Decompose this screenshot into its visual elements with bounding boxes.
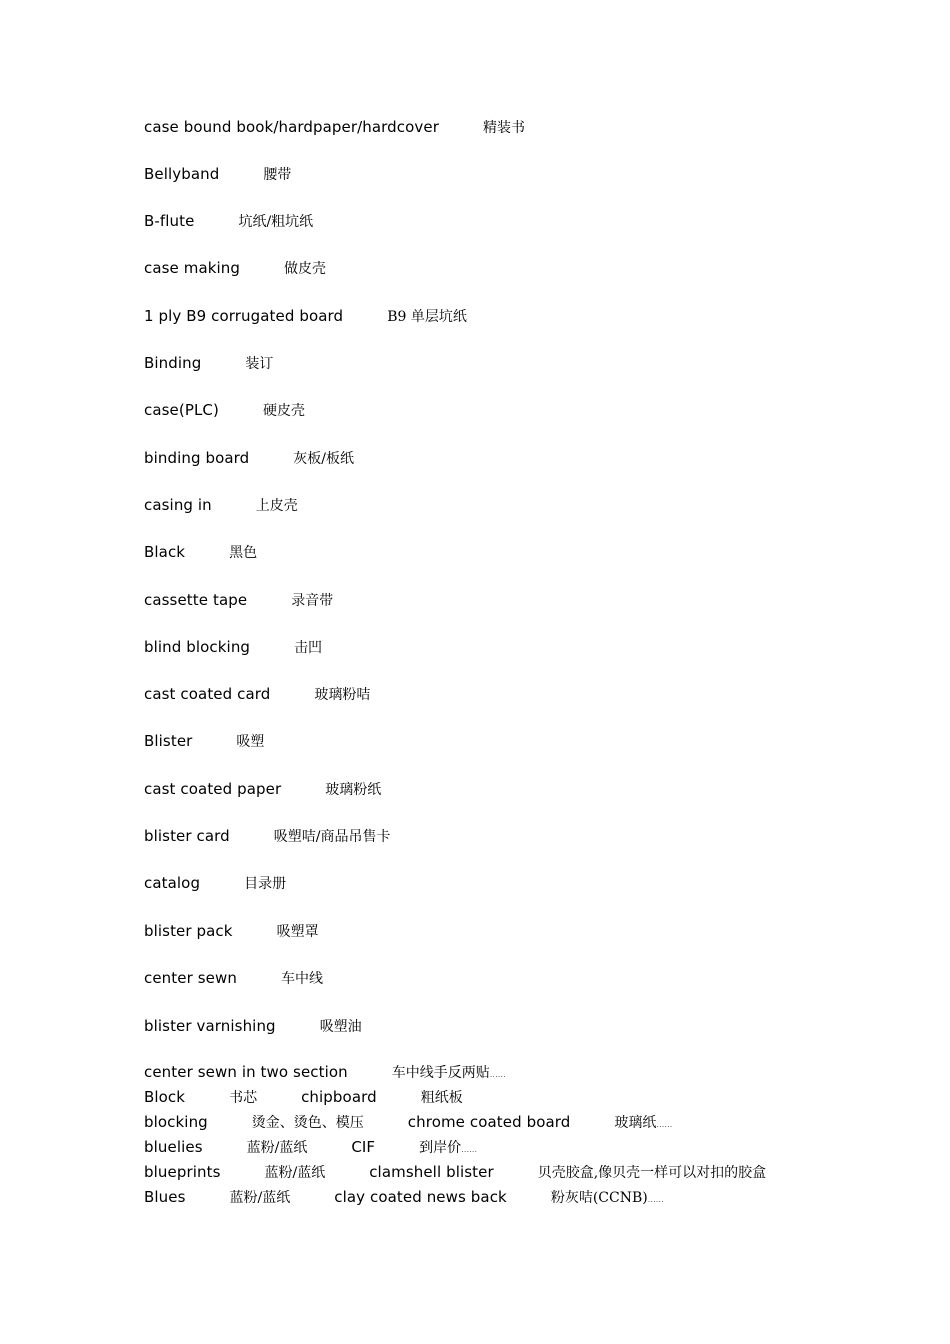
glossary-row-dense	[144, 1187, 664, 1207]
term-zh: 吸塑罩	[276, 924, 319, 940]
term-en: clay coated news back	[334, 1188, 507, 1206]
glossary-row	[144, 921, 319, 941]
ellipsis-mark: ……	[461, 1145, 478, 1154]
glossary-row	[144, 258, 326, 278]
term-zh: B9 单层坑纸	[387, 309, 467, 325]
glossary-row	[144, 968, 323, 988]
glossary-row	[144, 495, 298, 515]
term-en: blind blocking	[144, 638, 251, 656]
term-zh: 黑色	[229, 545, 258, 561]
glossary-row-dense	[144, 1162, 766, 1182]
term-en: blister varnishing	[144, 1017, 276, 1035]
term-en: chipboard	[301, 1088, 377, 1106]
term-en: cast coated card	[144, 685, 271, 703]
glossary-row	[144, 826, 391, 846]
term-zh: 做皮壳	[284, 261, 327, 277]
glossary-row	[144, 306, 467, 326]
ellipsis-mark: ……	[489, 1070, 506, 1079]
term-en: B-flute	[144, 212, 195, 230]
glossary-row	[144, 353, 273, 373]
term-zh: 粗纸板	[420, 1090, 463, 1106]
term-en: case(PLC)	[144, 401, 219, 419]
term-zh: 蓝粉/蓝纸	[246, 1140, 308, 1156]
term-zh: 吸塑	[236, 734, 265, 750]
term-en: Black	[144, 543, 186, 561]
term-en: case making	[144, 259, 241, 277]
term-en: catalog	[144, 874, 201, 892]
term-en: cassette tape	[144, 591, 248, 609]
glossary-row	[144, 873, 286, 893]
term-zh: 玻璃粉纸	[325, 782, 382, 798]
term-zh: 灰板/板纸	[293, 451, 355, 467]
ellipsis-mark: ……	[656, 1120, 673, 1129]
term-en: CIF	[351, 1138, 376, 1156]
glossary-row	[144, 779, 381, 799]
ellipsis-mark: ……	[647, 1195, 664, 1204]
term-en: blister card	[144, 827, 230, 845]
glossary-row	[144, 637, 322, 657]
term-zh: 吸塑咭/商品吊售卡	[273, 829, 391, 845]
glossary-row	[144, 211, 313, 231]
term-zh: 精装书	[483, 120, 525, 136]
term-en: bluelies	[144, 1138, 203, 1156]
term-en: Bellyband	[144, 165, 220, 183]
term-en: case bound book/hardpaper/hardcover	[144, 118, 439, 136]
term-en: blister pack	[144, 922, 233, 940]
term-en: Blues	[144, 1188, 186, 1206]
glossary-row	[144, 164, 291, 184]
glossary-row	[144, 731, 264, 751]
term-zh: 击凹	[294, 640, 323, 656]
term-en: 1 ply B9 corrugated board	[144, 307, 344, 325]
glossary-row	[144, 542, 257, 562]
term-zh: 装订	[245, 356, 274, 372]
term-zh: 蓝粉/蓝纸	[229, 1190, 291, 1206]
glossary-row	[144, 117, 525, 137]
glossary-row-dense	[144, 1112, 672, 1132]
glossary-row	[144, 448, 354, 468]
term-zh: 上皮壳	[255, 498, 298, 514]
glossary-row	[144, 684, 370, 704]
term-en: casing in	[144, 496, 212, 514]
term-en: binding board	[144, 449, 250, 467]
term-zh: 录音带	[291, 593, 334, 609]
term-en: Block	[144, 1088, 186, 1106]
term-zh: 硬皮壳	[262, 403, 305, 419]
term-en: center sewn	[144, 969, 237, 987]
glossary-row	[144, 1016, 362, 1036]
term-zh: 吸塑油	[319, 1019, 362, 1035]
term-en: clamshell blister	[369, 1163, 494, 1181]
term-zh: 坑纸/粗坑纸	[238, 214, 314, 230]
term-en: blocking	[144, 1113, 208, 1131]
term-zh: 书芯	[229, 1090, 258, 1106]
term-zh: 车中线手反两贴	[391, 1065, 490, 1081]
glossary-row	[144, 590, 333, 610]
glossary-row	[144, 400, 305, 420]
term-zh: 目录册	[244, 876, 287, 892]
term-zh: 到岸价	[419, 1140, 462, 1156]
term-zh: 贝壳胶盒,像贝壳一样可以对扣的胶盒	[537, 1165, 767, 1181]
term-zh: 腰带	[263, 167, 292, 183]
glossary-row-dense	[144, 1087, 463, 1107]
term-zh: 玻璃粉咭	[314, 687, 371, 703]
term-zh: 蓝粉/蓝纸	[264, 1165, 326, 1181]
term-en: Binding	[144, 354, 202, 372]
term-zh: 玻璃纸	[614, 1115, 657, 1131]
term-en: center sewn in two section	[144, 1063, 348, 1081]
glossary-row-dense	[144, 1137, 477, 1157]
term-en: chrome coated board	[407, 1113, 571, 1131]
glossary-row-dense	[144, 1062, 506, 1082]
term-en: cast coated paper	[144, 780, 282, 798]
term-zh: 粉灰咭(CCNB)	[550, 1190, 648, 1206]
term-en: blueprints	[144, 1163, 221, 1181]
term-zh: 烫金、烫色、模压	[251, 1115, 364, 1131]
term-en: Blister	[144, 732, 193, 750]
term-zh: 车中线	[280, 971, 323, 987]
